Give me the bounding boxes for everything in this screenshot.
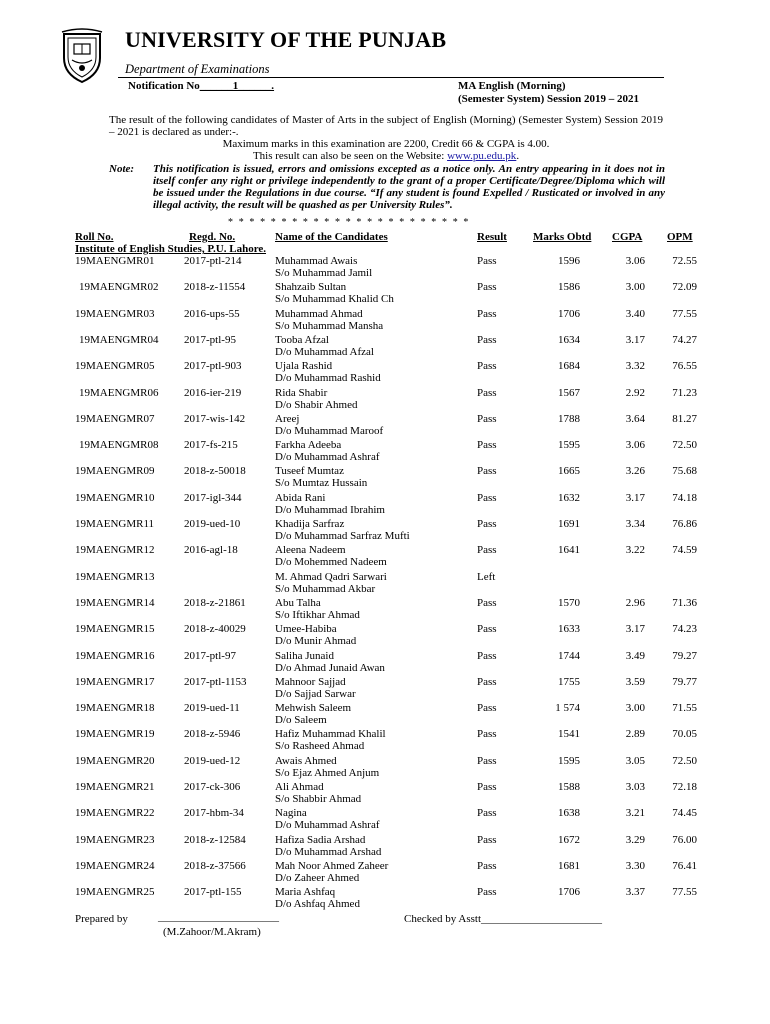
candidate-parent-name: D/o Ashfaq Ahmed [275,898,360,911]
result: Pass [477,886,497,899]
table-row [0,755,770,782]
table-row [0,807,770,834]
max-marks-line: Maximum marks in this examination are 2200, Credit 66 & CGPA is 4.00. [222,138,550,150]
result: Pass [477,754,497,767]
roll-number: 19MAENGMR13 [75,570,155,583]
candidate-name [275,807,379,831]
roll-number: 19MAENGMR02 [79,281,159,294]
regd-number: 2018-z-21861 [184,596,246,609]
opm: 74.45 [672,807,697,820]
marks-obtained: 1744 [558,649,580,662]
result: Pass [477,412,497,425]
candidate-name-text: Shahzaib Sultan [275,281,347,294]
result: Pass [477,859,497,872]
candidate-name-text: Abu Talha [275,596,321,609]
opm: 81.27 [672,412,697,425]
candidate-name-text: M. Ahmad Qadri Sarwari [275,570,387,583]
table-row [0,676,770,703]
marks-obtained: 1595 [558,754,580,767]
regd-number: 2018-z-12584 [184,833,246,846]
result: Pass [477,596,497,609]
result: Pass [477,360,497,373]
university-crest-logo [60,28,104,84]
table-row [0,860,770,887]
cgpa: 3.17 [625,623,645,636]
candidate-parent-name: S/o Muhammad Mansha [275,319,384,332]
candidate-name [275,334,374,358]
cgpa: 3.30 [625,859,645,872]
opm: 72.50 [672,439,697,452]
candidate-name [275,465,367,489]
roll-number: 19MAENGMR25 [75,886,155,899]
marks-obtained: 1681 [558,859,580,872]
result: Pass [477,833,497,846]
cgpa: 3.22 [625,544,645,557]
table-row [0,281,770,308]
candidate-name [275,676,356,700]
opm: 76.86 [672,518,697,530]
regd-number: 2016-ier-219 [184,386,242,399]
roll-number: 19MAENGMR22 [75,807,155,820]
opm: 77.55 [672,307,697,320]
regd-number: 2017-ptl-97 [184,649,236,662]
marks-obtained: 1788 [558,412,580,425]
roll-number: 19MAENGMR06 [79,386,159,399]
regd-number: 2018-z-40029 [184,623,246,636]
candidate-name-text: Tuseef Mumtaz [275,465,344,478]
candidate-name-text: Maria Ashfaq [275,886,336,899]
note-text: This notification is issued, errors and omissions excepted as a notice only. An entry appearing in it does not in itself confer any right or privilege independently to the grant of a proper Certificate/Degree/Diploma which will be issued under the Regulations in due course. “If any student is found Expelled / Rusticated or involved in any illegal activity, the result will be quashed as per University Rules”. [153,163,665,211]
opm: 74.18 [672,491,697,504]
roll-number: 19MAENGMR17 [75,675,155,688]
candidate-parent-name: D/o Zaheer Ahmed [275,871,360,884]
opm: 71.55 [672,702,697,715]
marks-obtained: 1586 [558,281,580,294]
candidate-parent-name: S/o Muhammad Akbar [275,582,376,595]
candidate-name [275,623,356,647]
result: Pass [477,255,497,267]
marks-obtained: 1570 [558,596,580,609]
table-row [0,413,770,440]
regd-number: 2019-ued-11 [184,702,240,715]
roll-number: 19MAENGMR03 [75,307,155,320]
opm: 76.55 [672,360,697,373]
regd-number: 2018-z-37566 [184,859,246,872]
prepared-by-label: Prepared by [75,913,128,925]
candidate-parent-name: S/o Shabbir Ahmad [275,793,362,805]
department-name: Department of Examinations [125,62,270,76]
table-row [0,650,770,677]
roll-number: 19MAENGMR20 [75,754,155,767]
marks-obtained: 1638 [558,807,580,820]
candidate-name-text: Umee-Habiba [275,623,337,636]
regd-number: 2017-ck-306 [184,781,241,793]
header-roll-no: Roll No. [75,231,114,243]
opm: 76.00 [672,833,697,846]
regd-number: 2016-agl-18 [184,544,238,557]
candidate-parent-name: D/o Muhammad Afzal [275,345,374,358]
roll-number: 19MAENGMR24 [75,859,155,872]
note-label: Note: [109,163,135,175]
program-line-1: MA English (Morning) [458,80,566,92]
roll-number: 19MAENGMR21 [75,781,155,793]
candidate-parent-name: D/o Muhammad Ashraf [275,819,380,832]
roll-number: 19MAENGMR18 [75,702,155,715]
table-row [0,255,770,282]
result: Pass [477,702,497,715]
candidate-name [275,492,385,516]
result: Pass [477,333,497,346]
table-row [0,492,770,519]
candidate-name [275,281,394,305]
separator-stars: * * * * * * * * * * * * * * * * * * * * * * * [228,217,470,228]
result: Pass [477,544,497,557]
cgpa: 3.06 [625,439,645,452]
candidate-name-text: Muhammad Ahmad [275,307,363,320]
roll-number: 19MAENGMR10 [75,491,155,504]
marks-obtained: 1596 [558,255,580,267]
candidate-name [275,781,361,805]
result: Pass [477,728,497,741]
opm: 70.05 [672,728,697,741]
candidate-name-text: Mehwish Saleem [275,702,352,715]
institute-name: Institute of English Studies, P.U. Lahore. [75,243,267,255]
regd-number: 2017-fs-215 [184,439,238,452]
candidate-name-text: Muhammad Awais [275,255,358,267]
header-result: Result [477,231,507,243]
cgpa: 3.37 [625,886,645,899]
candidate-name [275,886,360,910]
result: Pass [477,386,497,399]
table-row [0,439,770,466]
candidate-parent-name: S/o Rasheed Ahmad [275,740,365,753]
opm: 77.55 [672,886,697,899]
result: Pass [477,281,497,294]
marks-obtained: 1672 [558,833,580,846]
candidate-parent-name: S/o Muhammad Khalid Ch [275,293,394,306]
opm: 79.77 [672,675,697,688]
result: Pass [477,439,497,452]
marks-obtained: 1684 [558,360,580,373]
candidate-parent-name: S/o Muhammad Jamil [275,267,373,279]
candidate-parent-name: D/o Muhammad Ashraf [275,451,380,464]
cgpa: 3.26 [625,465,645,478]
candidate-name [275,597,360,621]
roll-number: 19MAENGMR01 [75,255,155,267]
prepared-by-line: ______________________ [158,911,279,923]
roll-number: 19MAENGMR12 [75,544,155,557]
regd-number: 2017-hbm-34 [184,807,244,820]
candidate-name-text: Rida Shabir [275,386,328,399]
candidate-parent-name: D/o Ahmad Junaid Awan [275,661,385,674]
regd-number: 2017-ptl-1153 [184,675,247,688]
intro-paragraph: The result of the following candidates of Master of Arts in the subject of English (Morning) (Semester System) Session 2019 – 2021 is declared as under:-. [109,114,663,138]
cgpa: 3.06 [625,255,645,267]
opm: 72.18 [672,781,697,793]
cgpa: 3.00 [625,281,645,294]
header-marks: Marks Obtd [533,231,592,243]
checked-by: Checked by Asstt______________________ [404,913,602,925]
table-row [0,544,770,571]
cgpa: 3.59 [625,675,645,688]
table-row [0,728,770,755]
candidate-parent-name: S/o Mumtaz Hussain [275,477,368,490]
marks-obtained: 1 574 [555,702,580,715]
cgpa: 3.34 [625,518,645,530]
regd-number: 2016-ups-55 [184,307,240,320]
notification-number: Notification No______1______. [128,80,275,92]
result: Left [477,570,496,583]
roll-number: 19MAENGMR19 [75,728,155,741]
header-name: Name of the Candidates [275,231,388,243]
marks-obtained: 1567 [558,386,580,399]
candidate-name [275,387,358,411]
candidate-name [275,571,387,595]
candidate-name-text: Abida Rani [275,491,326,504]
candidate-name [275,702,351,726]
table-row [0,518,770,545]
header-cgpa: CGPA [612,231,643,243]
candidate-name-text: Areej [275,412,300,425]
candidate-name [275,544,387,568]
candidate-name [275,255,372,279]
table-row [0,702,770,729]
candidate-parent-name: D/o Muhammad Maroof [275,424,384,437]
candidate-name-text: Saliha Junaid [275,649,334,662]
cgpa: 3.49 [625,649,645,662]
roll-number: 19MAENGMR16 [75,649,155,662]
result: Pass [477,807,497,820]
header-regd-no: Regd. No. [189,231,236,243]
result: Pass [477,623,497,636]
cgpa: 2.92 [625,386,645,399]
regd-number: 2017-ptl-214 [184,255,242,267]
table-row [0,360,770,387]
candidate-name-text: Mahnoor Sajjad [275,675,346,688]
roll-number: 19MAENGMR08 [79,439,159,452]
marks-obtained: 1691 [558,518,580,530]
opm: 71.36 [672,596,697,609]
regd-number: 2018-z-5946 [184,728,241,741]
candidate-name [275,728,386,752]
table-row [0,623,770,650]
candidate-name-text: Ali Ahmad [275,781,324,793]
table-row [0,308,770,335]
marks-obtained: 1634 [558,333,580,346]
result: Pass [477,781,497,793]
candidate-name-text: Khadija Sarfraz [275,518,345,530]
table-row [0,834,770,861]
roll-number: 19MAENGMR11 [75,518,155,530]
roll-number: 19MAENGMR07 [75,412,155,425]
opm: 72.50 [672,754,697,767]
marks-obtained: 1632 [558,491,580,504]
candidate-name-text: Nagina [275,807,307,820]
marks-obtained: 1706 [558,307,580,320]
marks-obtained: 1755 [558,675,580,688]
cgpa: 2.89 [625,728,645,741]
cgpa: 3.64 [625,412,645,425]
candidate-parent-name: D/o Mohemmed Nadeem [275,556,387,569]
opm: 74.23 [672,623,697,636]
table-row [0,571,770,598]
cgpa: 3.03 [625,781,645,793]
result: Pass [477,649,497,662]
candidate-parent-name: D/o Muhammad Rashid [275,372,381,385]
candidate-name [275,860,388,884]
opm: 72.55 [672,255,697,267]
candidate-name [275,518,410,542]
marks-obtained: 1706 [558,886,580,899]
roll-number: 19MAENGMR15 [75,623,155,636]
marks-obtained: 1633 [558,623,580,636]
result: Pass [477,465,497,478]
candidate-name [275,834,381,858]
cgpa: 3.05 [625,754,645,767]
candidate-parent-name: D/o Sajjad Sarwar [275,687,356,700]
cgpa: 2.96 [625,596,645,609]
candidate-name-text: Awais Ahmed [275,754,337,767]
program-line-2: (Semester System) Session 2019 – 2021 [458,93,639,105]
cgpa: 3.21 [625,807,645,820]
cgpa: 3.00 [625,702,645,715]
roll-number: 19MAENGMR05 [75,360,155,373]
marks-obtained: 1595 [558,439,580,452]
roll-number: 19MAENGMR23 [75,833,155,846]
table-row [0,387,770,414]
candidate-name-text: Hafiz Muhammad Khalil [275,728,386,741]
result: Pass [477,675,497,688]
candidate-parent-name: S/o Ejaz Ahmed Anjum [275,766,380,779]
program-info [458,80,639,106]
regd-number: 2017-wis-142 [184,412,246,425]
result: Pass [477,491,497,504]
regd-number: 2018-z-50018 [184,465,246,478]
candidate-name [275,360,381,384]
candidate-name [275,439,379,463]
opm: 74.27 [672,333,697,346]
candidate-name-text: Aleena Nadeem [275,544,346,557]
regd-number: 2018-z-11554 [184,281,246,294]
cgpa: 3.40 [625,307,645,320]
regd-number: 2019-ued-10 [184,518,241,530]
candidate-name-text: Farkha Adeeba [275,439,342,452]
table-row [0,597,770,624]
website-link[interactable]: www.pu.edu.pk [447,150,517,162]
opm: 79.27 [672,649,697,662]
marks-obtained: 1665 [558,465,580,478]
candidate-parent-name: D/o Muhammad Arshad [275,845,382,858]
candidate-parent-name: S/o Iftikhar Ahmad [275,608,360,621]
regd-number: 2017-ptl-155 [184,886,242,899]
cgpa: 3.29 [625,833,645,846]
header-divider [118,77,664,78]
roll-number: 19MAENGMR09 [75,465,155,478]
marks-obtained: 1641 [558,544,580,557]
candidate-name [275,650,385,674]
university-title: UNIVERSITY OF THE PUNJAB [125,27,447,52]
cgpa: 3.17 [625,333,645,346]
marks-obtained: 1588 [558,781,580,793]
candidate-name [275,413,383,437]
header-opm: OPM [667,231,693,243]
table-row [0,334,770,361]
website-line: This result can also be seen on the Website: www.pu.edu.pk. [252,150,520,162]
result: Pass [477,518,497,530]
prepared-by-names: (M.Zahoor/M.Akram) [163,926,261,938]
cgpa: 3.32 [625,360,645,373]
roll-number: 19MAENGMR14 [75,596,155,609]
opm: 75.68 [672,465,697,478]
candidate-name [275,755,379,779]
regd-number: 2017-ptl-903 [184,360,242,373]
candidate-name-text: Tooba Afzal [275,333,329,346]
candidate-name-text: Mah Noor Ahmed Zaheer [275,859,389,872]
opm: 76.41 [672,859,697,872]
table-row [0,781,770,808]
regd-number: 2017-igl-344 [184,491,242,504]
roll-number: 19MAENGMR04 [79,333,159,346]
candidate-name-text: Hafiza Sadia Arshad [275,833,366,846]
regd-number: 2019-ued-12 [184,754,241,767]
candidate-parent-name: D/o Muhammad Ibrahim [275,503,385,516]
opm: 74.59 [672,544,697,557]
opm: 72.09 [672,281,697,294]
marks-obtained: 1541 [558,728,580,741]
candidate-name-text: Ujala Rashid [275,360,333,373]
candidate-name [275,308,383,332]
candidate-parent-name: D/o Shabir Ahmed [275,398,358,411]
cgpa: 3.17 [625,491,645,504]
table-row [0,465,770,492]
table-row [0,886,770,913]
candidate-parent-name: D/o Saleem [275,714,327,727]
opm: 71.23 [672,386,697,399]
candidate-parent-name: D/o Muhammad Sarfraz Mufti [275,530,410,542]
regd-number: 2017-ptl-95 [184,333,236,346]
result: Pass [477,307,497,320]
candidate-parent-name: D/o Munir Ahmad [275,635,357,648]
